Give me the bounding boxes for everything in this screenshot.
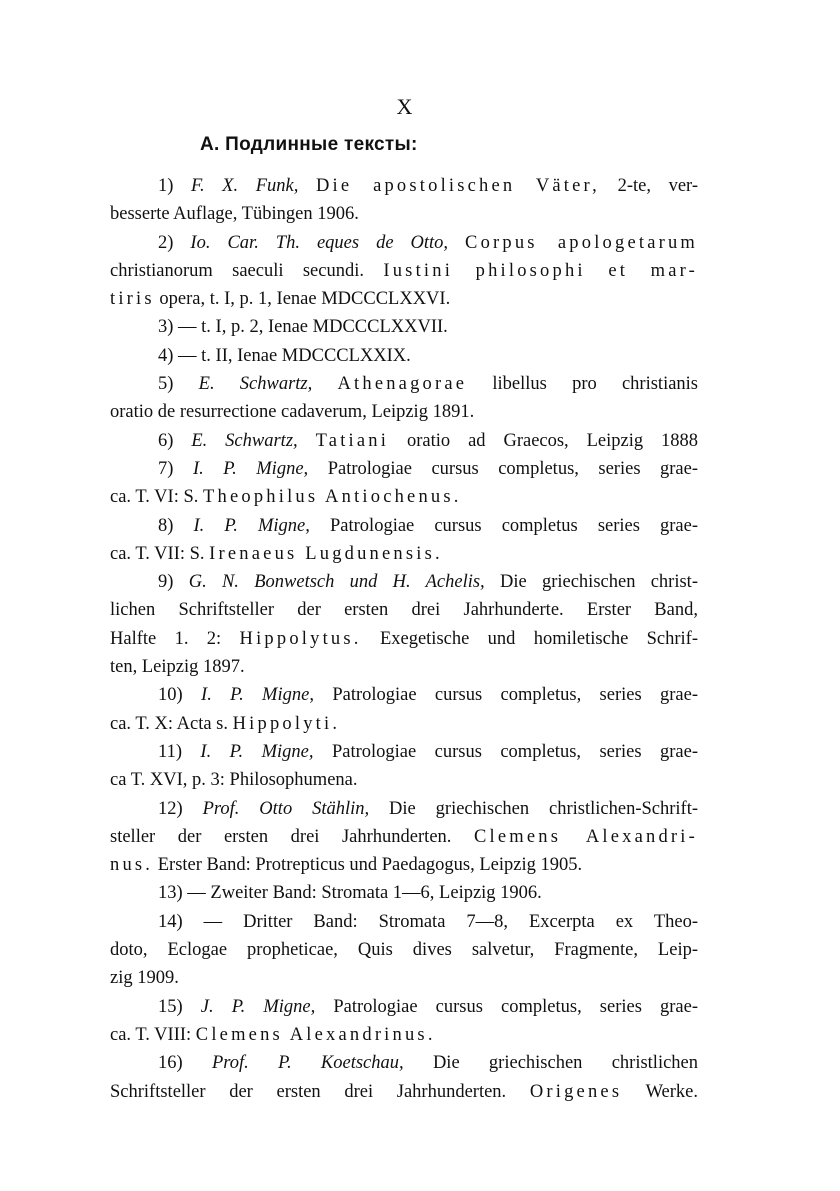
section-heading: А. Подлинные тексты: xyxy=(200,134,418,155)
list-item-line: ca. T. X: Acta s. Hippolyti. xyxy=(110,713,341,734)
list-item-line: besserte Auflage, Tübingen 1906. xyxy=(110,204,359,225)
list-item-line: 1) F. X. Funk, Die apostolischen Väter, 2-te, ver- xyxy=(158,176,699,196)
list-item-line: christianorum saeculi secundi. Iustini philosophi et mar- xyxy=(110,260,698,281)
list-item-line: 14) — Dritter Band: Stromata 7—8, Excerpta ex Theo- xyxy=(158,911,698,932)
list-item-line: 12) Prof. Otto Stählin, Die griechischen christlichen-Schrift- xyxy=(158,798,699,819)
list-item-line: 2) Io. Car. Th. eques de Otto, Corpus apologetarum xyxy=(158,232,699,253)
list-item-line: oratio de resurrectione cadaverum, Leipzig 1891. xyxy=(110,402,475,423)
list-item-line: 16) Prof. P. Koetschau, Die griechischen christlichen xyxy=(158,1053,699,1074)
list-item-line: tiris opera, t. I, p. 1, Ienae MDCCCLXXVI. xyxy=(110,289,451,310)
list-item-line: 15) J. P. Migne, Patrologiae cursus completus, series grae- xyxy=(158,996,698,1017)
list-item-line: 10) I. P. Migne, Patrologiae cursus completus, series grae- xyxy=(158,685,699,706)
list-item-line: 6) E. Schwartz, Tatiani oratio ad Graecos, Leipzig 1888 xyxy=(158,430,699,451)
list-item-line: nus. Erster Band: Protrepticus und Paedagogus, Leipzig 1905. xyxy=(110,855,583,876)
list-item-line: doto, Eclogae propheticae, Quis dives salvetur, Fragmente, Leip- xyxy=(110,940,698,961)
list-item-line: ca T. XVI, p. 3: Philosophumena. xyxy=(110,770,358,791)
list-item-line: lichen Schriftsteller der ersten drei Jahrhunderte. Erster Band, xyxy=(110,600,698,621)
list-item-line: 7) I. P. Migne, Patrologiae cursus completus, series grae- xyxy=(158,458,699,479)
list-item-line: Halfte 1. 2: Hippolytus. Exegetische und homiletische Schrif- xyxy=(110,628,698,649)
list-item-line: Schriftsteller der ersten drei Jahrhunderten. Origenes Werke. xyxy=(110,1081,699,1102)
list-item-line: ca. T. VIII: Clemens Alexandrinus. xyxy=(110,1024,436,1045)
bibliography-list xyxy=(110,172,698,1106)
list-item-line: 13) — Zweiter Band: Stromata 1—6, Leipzig 1906. xyxy=(158,883,542,904)
list-item-line: 4) — t. II, Ienae MDCCCLXXIX. xyxy=(158,345,411,366)
list-item-line: ca. T. VII: S. Irenaeus Lugdunensis. xyxy=(110,543,443,564)
list-item-line: 8) I. P. Migne, Patrologiae cursus completus series grae- xyxy=(158,515,699,536)
list-item-line: ca. T. VI: S. Theophilus Antiochenus. xyxy=(110,487,462,508)
list-item-line: 3) — t. I, p. 2, Ienae MDCCCLXXVII. xyxy=(158,317,448,338)
list-item-line: steller der ersten drei Jahrhunderten. Clemens Alexandri- xyxy=(110,826,698,847)
list-item-line: 11) I. P. Migne, Patrologiae cursus completus, series grae- xyxy=(158,741,699,762)
list-item-line: ten, Leipzig 1897. xyxy=(110,657,245,678)
page-number: X xyxy=(396,94,414,119)
list-item-line: 5) E. Schwartz, Athenagorae libellus pro christianis xyxy=(158,374,699,395)
list-item-line: zig 1909. xyxy=(110,968,179,989)
list-item-line: 9) G. N. Bonwetsch und H. Achelis, Die griechischen christ- xyxy=(158,572,698,593)
